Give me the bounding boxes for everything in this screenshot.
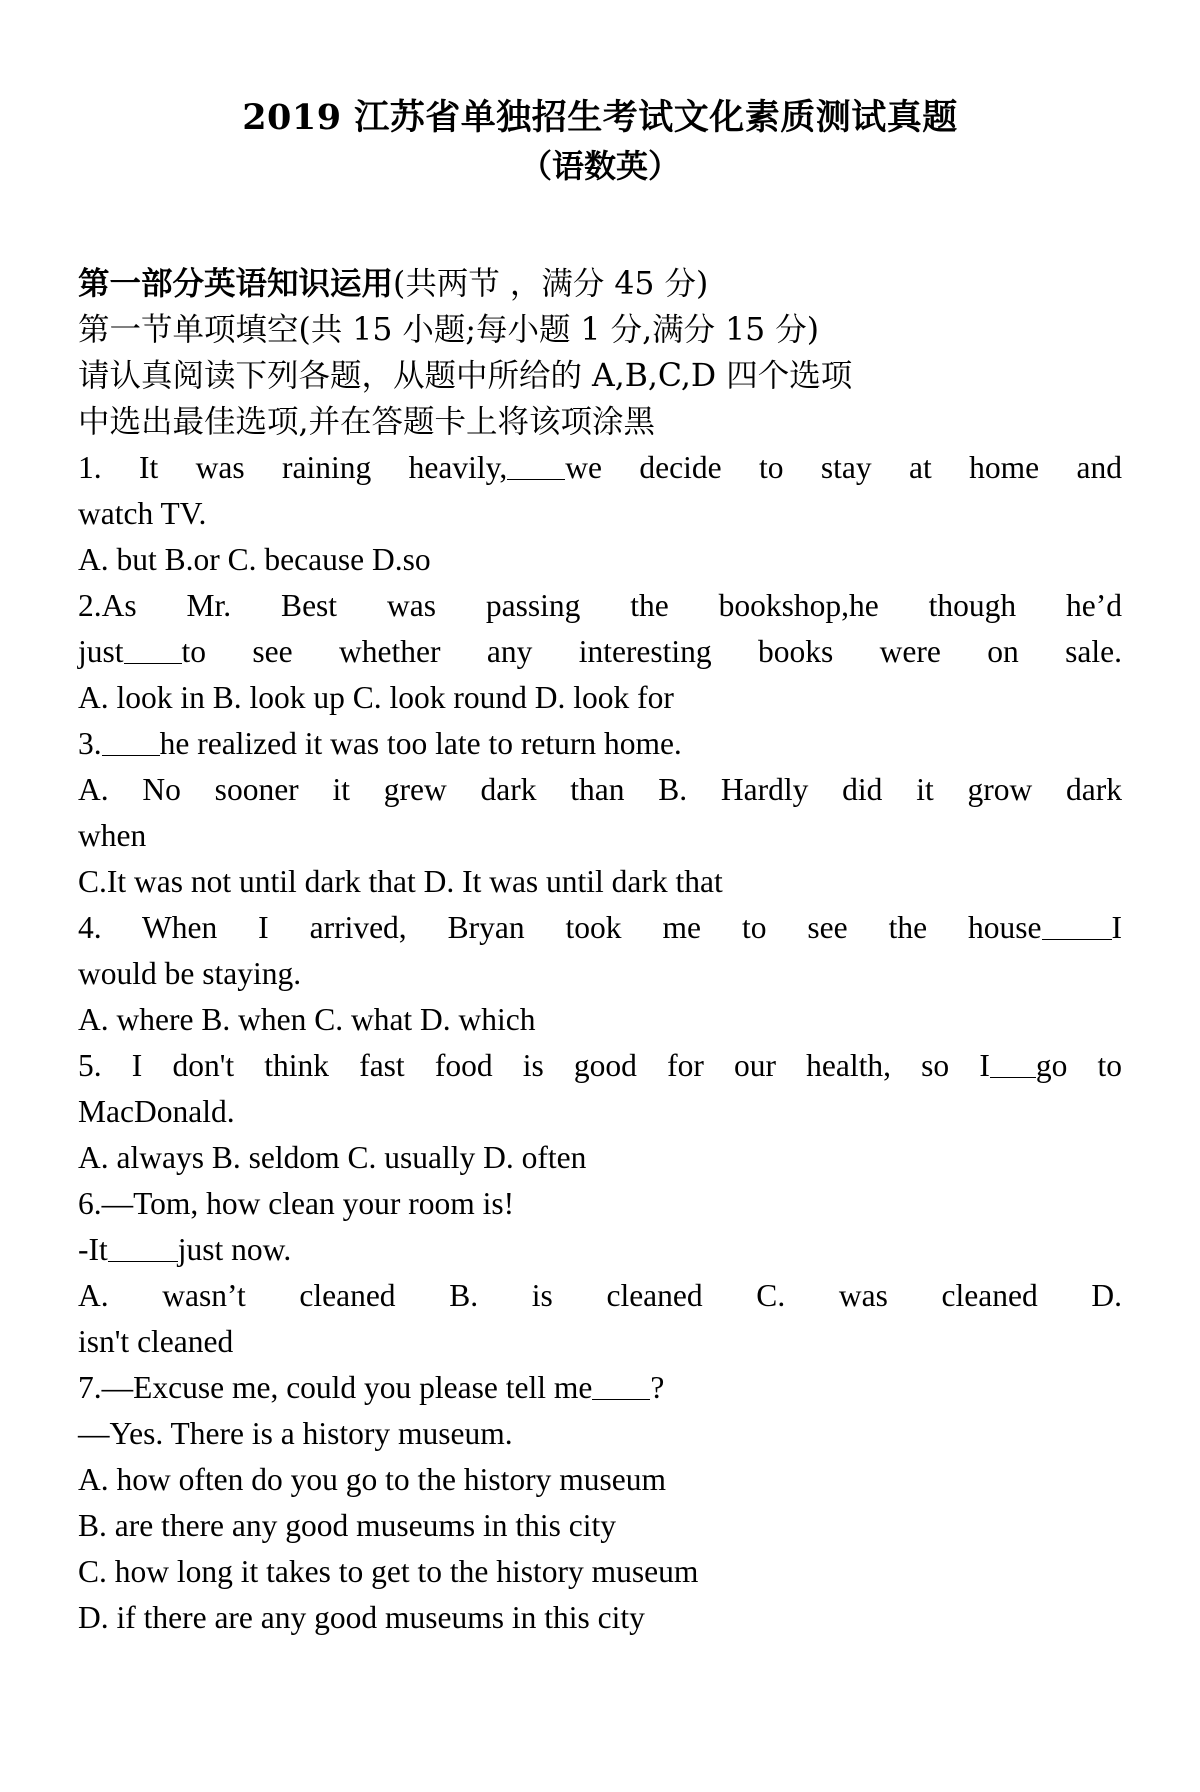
subsection-heading: 第一节单项填空(共 15 小题;每小题 1 分,满分 15 分) — [78, 312, 819, 349]
question-5-blank — [990, 1077, 1036, 1078]
document-body — [78, 261, 1122, 1641]
question-6-options-line-2: isn't cleaned — [78, 1324, 234, 1360]
question-2-stem-post: to see whether any interesting books were on sale. — [181, 634, 1122, 670]
question-7-option-c: C. how long it takes to get to the history museum — [78, 1554, 699, 1590]
question-6-stem-pre: -It — [78, 1232, 108, 1268]
question-7-blank — [592, 1399, 650, 1400]
question-6-stem-post: just now. — [177, 1232, 292, 1268]
page-title: 2019 江苏省单独招生考试文化素质测试真题 — [242, 97, 958, 138]
instructions-line-2: 中选出最佳选项,并在答题卡上将该项涂黑 — [78, 404, 656, 441]
question-7-option-a: A. how often do you go to the history museum — [78, 1462, 666, 1498]
question-6-blank — [108, 1261, 178, 1262]
question-1-options: A. but B.or C. because D.so — [78, 542, 431, 578]
question-3-options-line-1: A. No sooner it grew dark than B. Hardly did it grow dark — [78, 772, 1122, 808]
question-2-options: A. look in B. look up C. look round D. look for — [78, 680, 674, 716]
question-2-stem-pre: just — [78, 634, 124, 670]
question-4-options: A. where B. when C. what D. which — [78, 1002, 536, 1038]
question-3-stem-post: he realized it was too late to return home. — [159, 726, 682, 762]
question-2-blank — [124, 663, 182, 664]
question-7-option-b: B. are there any good museums in this city — [78, 1508, 617, 1544]
question-5-stem-pre: 5. I don't think fast food is good for our health, so I — [78, 1048, 990, 1084]
section-heading — [78, 261, 1122, 307]
question-2-stem-line-1: 2.As Mr. Best was passing the bookshop,he though he’d — [78, 588, 1122, 624]
question-6-stem-line-1: 6.—Tom, how clean your room is! — [78, 1186, 515, 1222]
question-3-blank — [102, 755, 160, 756]
question-1-stem-pre: 1. It was raining heavily, — [78, 450, 508, 486]
instructions-line-1: 请认真阅读下列各题，从题中所给的 A,B,C,D 四个选项 — [78, 358, 853, 395]
question-3-options-line-3: C.It was not until dark that D. It was until dark that — [78, 864, 723, 900]
question-3-options-line-2: when — [78, 818, 147, 854]
question-1-stem-line-2: watch TV. — [78, 496, 207, 532]
question-5-stem-line-1 — [78, 1043, 1122, 1089]
question-3-stem-line-1 — [78, 721, 1122, 767]
question-7-stem-pre: 7.—Excuse me, could you please tell me — [78, 1370, 593, 1406]
question-1-blank — [507, 479, 565, 480]
question-5-stem-line-2: MacDonald. — [78, 1094, 235, 1130]
section-heading-part: 第一部分 — [78, 265, 205, 303]
question-4-stem-line-1 — [78, 905, 1122, 951]
question-3-stem-pre: 3. — [78, 726, 102, 762]
question-5-options: A. always B. seldom C. usually D. often — [78, 1140, 587, 1176]
question-4-stem-post: I — [1111, 910, 1122, 946]
question-7-stem-post: ? — [650, 1370, 665, 1406]
question-7-stem-line-1 — [78, 1365, 1122, 1411]
question-6-options-line-1: A. wasn’t cleaned B. is cleaned C. was cleaned D. — [78, 1278, 1122, 1314]
question-7-option-d: D. if there are any good museums in this city — [78, 1600, 645, 1636]
question-1-stem-line-1 — [78, 445, 1122, 491]
question-4-stem-pre: 4. When I arrived, Bryan took me to see the house — [78, 910, 1042, 946]
question-4-stem-line-2: would be staying. — [78, 956, 302, 992]
question-4-blank — [1042, 939, 1112, 940]
question-6-stem-line-2 — [78, 1227, 1122, 1273]
question-7-stem-line-2: —Yes. There is a history museum. — [78, 1416, 513, 1452]
question-2-stem-line-2 — [78, 629, 1122, 675]
question-5-stem-post: go to — [1035, 1048, 1122, 1084]
section-heading-score: (共两节 ，满分 45 分) — [393, 266, 709, 303]
question-1-stem-post: we decide to stay at home and — [565, 450, 1122, 486]
section-heading-name: 英语知识运用 — [204, 265, 394, 303]
page-subtitle: （语数英） — [519, 147, 680, 186]
